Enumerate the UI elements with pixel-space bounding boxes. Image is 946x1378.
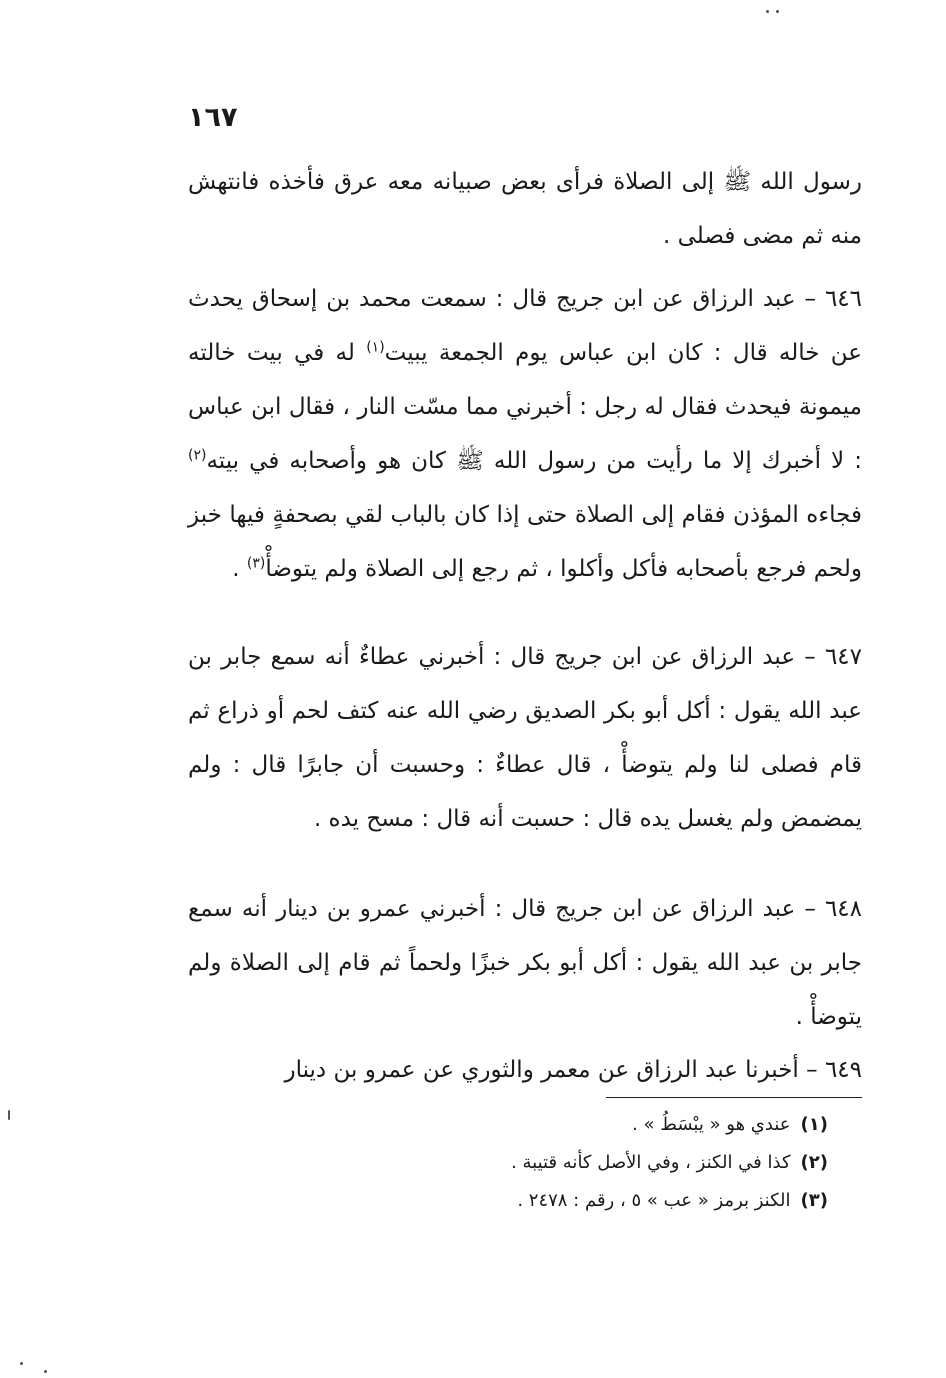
scan-speck [776,10,779,13]
scan-speck [44,1370,47,1373]
footnote-item [300,1144,828,1182]
paragraph-text-part: له في بيت خالته ميمونة فيحدث فقال له رجل : أخبرني مما مسّت النار ، فقال ابن عباس : لا أخبرك إلا ما رأيت من رسول الله ﷺ كان هو وأصحابه في بيته [188,340,862,474]
paragraph-646 [188,272,862,596]
paragraph-647 [188,630,862,846]
scan-speck [20,1362,23,1365]
paragraph-text: ٦٤٨ – عبد الرزاق عن ابن جريج قال : أخبرني عمرو بن دينار أنه سمع جابر بن عبد الله يقول : أكل أبو بكر خبزًا ولحماً ثم قام إلى الصلاة ولم يتوضأْ . [188,896,862,1030]
footnote-text: الكنز برمز « عب » ٥ ، رقم : ٢٤٧٨ . [517,1190,791,1211]
paragraph-649 [188,1043,862,1097]
paragraph-text-part: . [232,556,247,582]
paragraph-continuation [188,155,862,263]
footnote-marker-2[interactable]: (٢) [188,447,207,464]
footnote-item [300,1182,828,1220]
paragraph-text-part: ٦٤٦ – عبد الرزاق عن ابن جريج قال : سمعت محمد بن إسحاق يحدث عن خاله قال : كان ابن عباس يوم الجمعة يبيت [188,286,863,366]
paragraph-text-part: فجاءه المؤذن فقام إلى الصلاة حتى إذا كان بالباب لقي بصحفةٍ فيها خبز ولحم فرجع بأصحابه فأكل وأكلوا ، ثم رجع إلى الصلاة ولم يتوضأْ [188,502,862,582]
paragraph-text: رسول الله ﷺ إلى الصلاة فرأى بعض صبيانه معه عرق فأخذه فانتهش منه ثم مضى فصلى . [188,169,862,249]
scan-speck [8,1110,10,1120]
footnote-marker-3[interactable]: (٣) [246,555,266,572]
page-number: ١٦٧ [188,102,238,133]
paragraph-648 [188,882,862,1044]
footnote-number: (٢) [800,1152,828,1173]
footnote-number: (٣) [800,1190,828,1211]
footnote-divider [606,1097,862,1098]
paragraph-text: ٦٤٧ – عبد الرزاق عن ابن جريج قال : أخبرني عطاءٌ أنه سمع جابر بن عبد الله يقول : أكل أبو بكر الصديق رضي الله عنه كتف لحم أو ذراع ثم قام فصلى لنا ولم يتوضأْ ، قال عطاءٌ : وحسبت أن جابرًا قال : ولم يمضمض ولم يغسل يده قال : حسبت أنه قال : مسح يده . [188,644,862,832]
paragraph-text: ٦٤٩ – أخبرنا عبد الرزاق عن معمر والثوري عن عمرو بن دينار [284,1057,862,1083]
footnote-item [300,1106,828,1144]
scan-speck [766,10,769,13]
footnote-text: عندي هو « يبْسَطُ » . [632,1114,791,1135]
footnote-text: كذا في الكنز ، وفي الأصل كأنه قتيبة . [511,1152,791,1173]
footnotes [300,1106,828,1220]
footnote-number: (١) [800,1114,828,1135]
footnote-marker-1[interactable]: (١) [366,339,385,356]
